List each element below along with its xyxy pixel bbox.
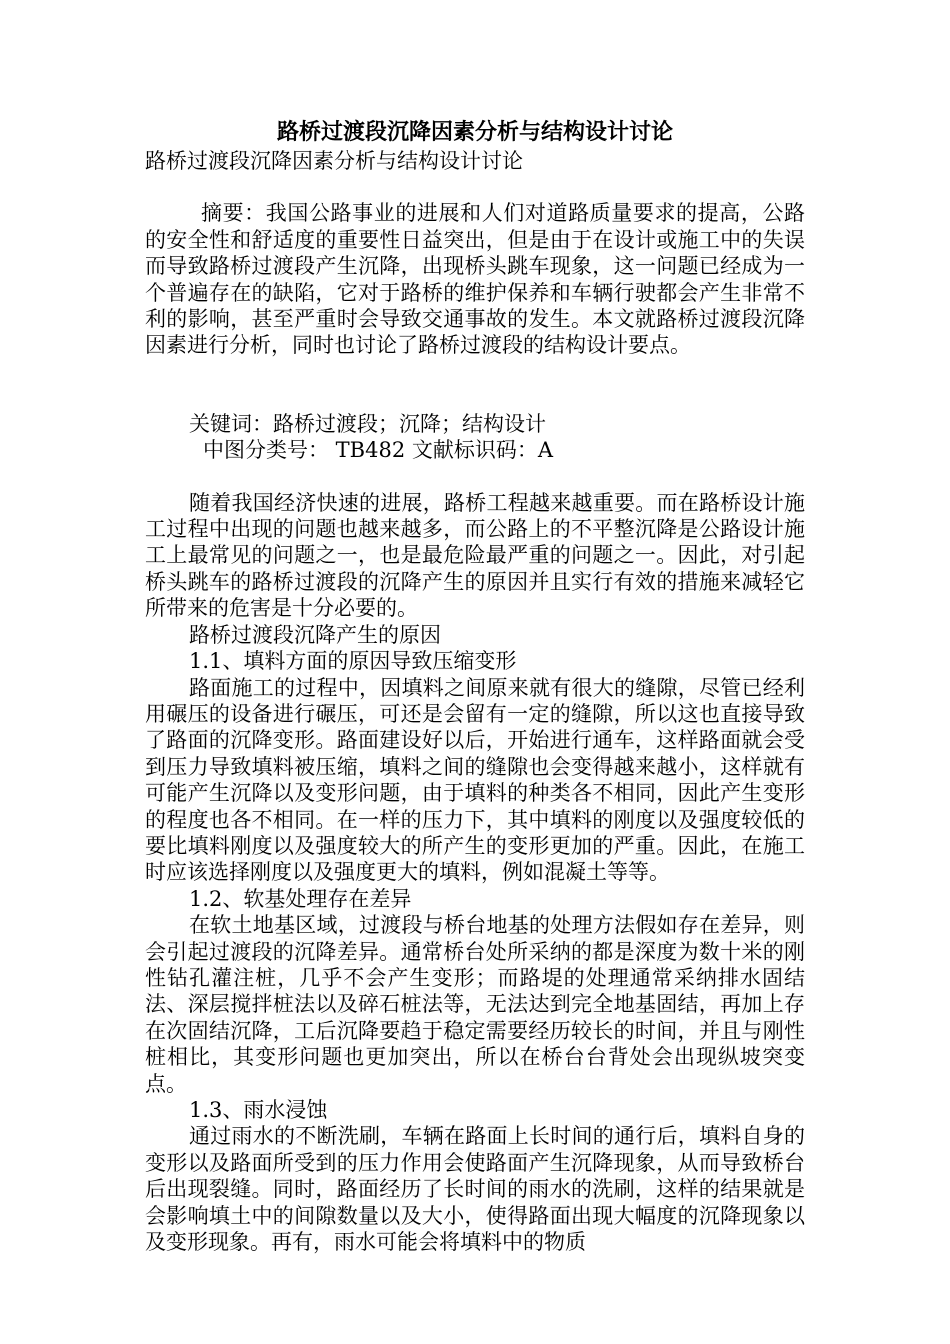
- spacer: [145, 174, 805, 200]
- spacer: [145, 385, 805, 411]
- document-subtitle: 路桥过渡段沉降因素分析与结构设计讨论: [145, 149, 523, 173]
- document-body: [145, 118, 805, 1255]
- abstract-paragraph: 摘要：我国公路事业的进展和人们对道路质量要求的提高，公路的安全性和舒适度的重要性日益突出，但是由于在设计或施工中的失误而导致路桥过渡段产生沉降，出现桥头跳车现象，这一问题已经成为一个普遍存在的缺陷，它对于路桥的维护保养和车辆行驶都会产生非常不利的影响，甚至严重时会导致交通事故的发生。本文就路桥过渡段沉降因素进行分析，同时也讨论了路桥过渡段的结构设计要点。: [145, 201, 805, 358]
- keywords-line: 关键词：路桥过渡段；沉降；结构设计: [189, 411, 546, 436]
- classification-line: 中图分类号： TB482 文献标识码：A: [203, 438, 554, 463]
- section-heading: 路桥过渡段沉降产生的原因: [189, 622, 441, 647]
- subsection-heading-2: 1.2、软基处理存在差异: [189, 886, 412, 911]
- subsection-heading-3: 1.3、雨水浸蚀: [189, 1098, 328, 1122]
- document-title: 路桥过渡段沉降因素分析与结构设计讨论: [276, 119, 673, 145]
- subsection-body-1: 路面施工的过程中，因填料之间原来就有很大的缝隙，尽管已经利用碾压的设备进行碾压，可还是会留有一定的缝隙，所以这也直接导致了路面的沉降变形。路面建设好以后，开始进行通车，这样路面就会受到压力导致填料被压缩，填料之间的缝隙也会变得越来越小，这样就有可能产生沉降以及变形问题，由于填料的种类各不相同，因此产生变形的程度也各不相同。在一样的压力下，其中填料的刚度以及强度较低的要比填料刚度以及强度较大的所产生的变形更加的严重。因此，在施工时应该选择刚度以及强度更大的填料，例如混凝土等等。: [145, 675, 805, 885]
- subsection-body-2: 在软土地基区域，过渡段与桥台地基的处理方法假如存在差异，则会引起过渡段的沉降差异。通常桥台处所采纳的都是深度为数十米的刚性钻孔灌注桩，几乎不会产生变形；而路堤的处理通常采纳排水固结法、深层搅拌桩法以及碎石桩法等，无法达到完全地基固结，再加上存在次固结沉降，工后沉降要趋于稳定需要经历较长的时间，并且与刚性桩相比，其变形问题也更加突出，所以在桥台台背处会出现纵坡突变点。: [145, 913, 805, 1096]
- spacer: [145, 464, 805, 490]
- spacer: [145, 359, 805, 385]
- subsection-body-3: 通过雨水的不断洗刷，车辆在路面上长时间的通行后，填料自身的变形以及路面所受到的压力作用会使路面产生沉降现象，从而导致桥台后出现裂缝。同时，路面经历了长时间的雨水的洗刷，这样的结果就是会影响填土中的间隙数量以及大小，使得路面出现大幅度的沉降现象以及变形现象。再有，雨水可能会将填料中的物质: [145, 1124, 805, 1255]
- subsection-heading-1: 1.1、填料方面的原因导致压缩变形: [189, 649, 517, 674]
- intro-paragraph: 随着我国经济快速的进展，路桥工程越来越重要。而在路桥设计施工过程中出现的问题也越来越多，而公路上的不平整沉降是公路设计施工上最常见的问题之一，也是最危险最严重的问题之一。因此，对引起桥头跳车的路桥过渡段的沉降产生的原因并且实行有效的措施来减轻它所带来的危害是十分必要的。: [145, 490, 805, 621]
